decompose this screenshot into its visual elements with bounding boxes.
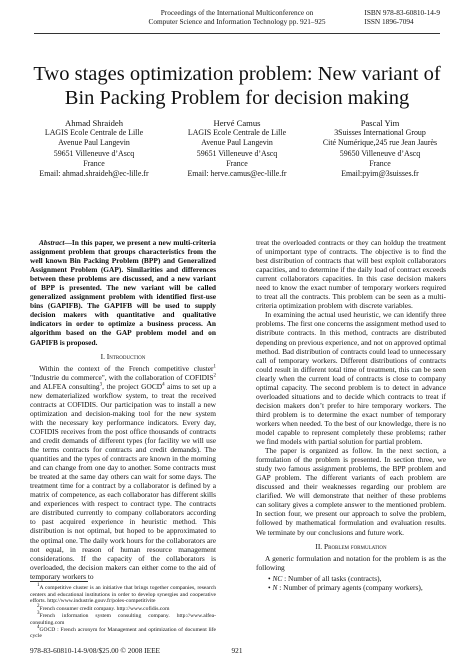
body-paragraph: treat the overloaded contracts or they can holdup the treatment of unimportant type of contracts. The objective is to find the best distribution of contracts that will best exploit collaborators capacities, and to determine if the daily load of contract exceeds current collaborators capacities. In this case decision makers need to know the exact number of temporary workers required to treat all the contracts. This problem can be seen as a multi-criteria optimization problem with discrete variables. <box>256 238 446 311</box>
intro-text: Within the context of the French competitive cluster <box>39 363 214 373</box>
footnote-mark: 1 <box>37 583 40 589</box>
body-paragraph: A generic formulation and notation for the problem is as the following <box>256 553 446 572</box>
author-name: Hervé Camus <box>213 118 261 128</box>
math-symbol: N <box>272 582 278 592</box>
copyright: 978-83-60810-14-9/08/$25.00 © 2008 IEEE <box>30 646 160 655</box>
abstract <box>30 238 216 347</box>
author-city: 59651 Villeneuve d’Ascq <box>196 148 278 158</box>
math-symbol: NC <box>272 573 283 583</box>
left-column <box>30 238 216 581</box>
proceedings-line-1: Proceedings of the International Multiconference on <box>160 8 314 17</box>
author-affiliation: 3Suisses International Group <box>334 128 426 138</box>
footnote-text: French consumer credit company. http://www.cofidis.com <box>39 605 170 612</box>
footnote-ref[interactable]: 2 <box>213 373 216 379</box>
author-country: France <box>226 158 248 168</box>
list-item-text: : Number of primary agents (company workers), <box>277 582 423 592</box>
footnote <box>30 610 216 626</box>
paper-title <box>20 62 454 110</box>
footnote-mark: 3 <box>37 610 40 616</box>
section-heading-introduction: I. Introduction <box>100 351 146 361</box>
author-address: Avenue Paul Langevin <box>58 138 130 148</box>
abstract-text: In this paper, we present a new multi-criteria assignment problem that groups characteristics from the well known Bin Packing Problem (BPP) and Generalized Assignment Problem (GAP). Similarities and differences between these problems are discussed, and a new variant of BPP is presented. The new variant will be called generalized assignment problem with identified first-use bins (GAPIFB). The GAPIFB will be used to supply decision makers with quantitative and qualitative indicators in order to optimize a business process. An algorithm based on the GAP problem model and on GAPIFB is proposed. <box>30 238 216 347</box>
author-block <box>24 118 450 179</box>
author-address: Cité Numérique,245 rue Jean Jaurès <box>322 138 438 148</box>
footnote-ref[interactable]: 4 <box>162 382 165 388</box>
intro-paragraph <box>30 364 216 581</box>
title-line-2: Bin Packing Problem for decision making <box>64 87 410 109</box>
page-number: 921 <box>231 646 243 655</box>
publication-ids <box>364 8 440 26</box>
footnote <box>30 603 216 613</box>
author-city: 59651 Villeneuve d’Ascq <box>53 148 135 158</box>
author-name: Ahmad Shraideh <box>65 118 123 128</box>
footnote-text: A competitive cluster is an initiative that brings together companies, research centers and educational institutions in order to develop synergies and cooperative efforts. http://www.industrie.gouv.fr/poles-competitivite <box>30 585 216 605</box>
intro-text: and ALFEA consulting <box>30 381 100 391</box>
author-email[interactable]: Email: ahmad.shraideh@ec-lille.fr <box>39 169 149 179</box>
footnote-text: French information system consulting company. http://www.alfea-consulting.com <box>30 612 216 626</box>
author-name: Pascal Yim <box>360 118 400 128</box>
footnote-mark: 4 <box>37 624 40 630</box>
notation-list <box>256 574 446 592</box>
author-address: Avenue Paul Langevin <box>201 138 273 148</box>
issn: ISSN 1896-7094 <box>364 17 414 26</box>
footnote-mark: 2 <box>37 603 40 609</box>
author-country: France <box>369 158 391 168</box>
footnote-text: GOCD : French acronym for Management and optimization of document life cycle <box>30 626 216 640</box>
author-city: 59650 Villeneuve d’Ascq <box>339 148 421 158</box>
list-item <box>268 574 446 583</box>
author-1 <box>24 118 164 179</box>
author-2 <box>167 118 307 179</box>
footnotes <box>30 585 216 641</box>
footnote <box>30 585 216 605</box>
author-affiliation: LAGIS Ecole Centrale de Lille <box>44 128 144 138</box>
author-email[interactable]: Email: herve.camus@ec-lille.fr <box>187 169 287 179</box>
section-heading-problem-formulation: II. Problem formulation <box>315 541 387 551</box>
footnote <box>30 624 216 640</box>
footnote-ref[interactable]: 3 <box>99 382 103 388</box>
body-paragraph: The paper is organized as follow. In the next section, a formulation of the problem is presented. In section three, we study two famous assignment problems, the BPP problem and GAP problem. The different variants of each problem are discussed and their weaknesses regarding our problem are clarified. We will demonstrate that neither of these problems can solitary gives a complete answer to the mentioned problem. In section four, we present our approach to solve the problem, followed by mathematical formulation and evaluation results. We terminate by our conclusions and future work. <box>256 446 446 537</box>
intro-text: , the project GOCD <box>102 381 163 391</box>
header-rule <box>34 33 440 34</box>
proceedings-line-2: Computer Science and Information Technology pp. 921–925 <box>148 17 326 26</box>
abstract-label: Abstract— <box>39 238 72 247</box>
body-paragraph: In examining the actual used heuristic, we can identify three problems. The first one concerns the assignment method used to distribute contracts. In this method, contracts are distributed depending on previous experience, and not on approved optimal method. Bad distribution of contracts could lead to unnecessary call of temporary workers. Different distributions of contracts could result in different total time of treatment, this can be seen clearly when the current load of contracts is close to company optimal capacity. The second problem is to detect in advance overloaded situations and to decide which contracts to treat if decision makers don’t prefer to hire temporary workers. The third problem is to determine the exact number of temporary workers when needed. To the best of our knowledge, there is no model capable to represent completely these problems; rather we find models with partial solution for partial problem. <box>256 310 446 447</box>
list-item <box>268 583 446 592</box>
footnote-ref[interactable]: 1 <box>213 364 216 370</box>
isbn: ISBN 978-83-60810-14-9 <box>364 8 440 17</box>
right-column <box>256 238 446 592</box>
author-affiliation: LAGIS Ecole Centrale de Lille <box>187 128 287 138</box>
author-3 <box>310 118 450 179</box>
list-item-text: : Number of all tasks (contracts), <box>282 573 382 583</box>
footnote-rule <box>30 581 88 582</box>
intro-text: "Industrie du commerce", with the collaboration of COFIDIS <box>30 372 214 382</box>
author-email[interactable]: Email:pyim@3suisses.fr <box>341 169 419 179</box>
author-country: France <box>83 158 105 168</box>
title-line-1: Two stages optimization problem: New variant of <box>33 63 441 85</box>
intro-text: aims to set up a new dematerialized workflow system, to treat the received contracts at COFIDIS. Our participation was to install a new optimization and decision-making tool for the new system with the necessary key performance indicators. Every day, COFIDIS receives from the post office thousands of contracts and credit demands of different types (for facility we will use the terms contracts for contracts and credit demands). The quantities and the types of contracts are known in the morning and can change from one day to another. Some contracts must be treated at the same day others can wait for some days. The treatment time for a contract by a collaborator is defined by a matrix of competence, as each collaborator has different skills and experiences with respect to contract type. The contracts are distributed currently to company collaborators according to past acquired experience in heuristic method. This distribution is not optimal, but hoped to be approximated to the optimal one. The daily work hours for the collaborators are not equal, in reason of human resource management considerations. If the capacity of the collaborators is overloaded, the decision makers can either come to the aid of temporary workers to <box>30 381 216 581</box>
running-header <box>34 8 440 34</box>
